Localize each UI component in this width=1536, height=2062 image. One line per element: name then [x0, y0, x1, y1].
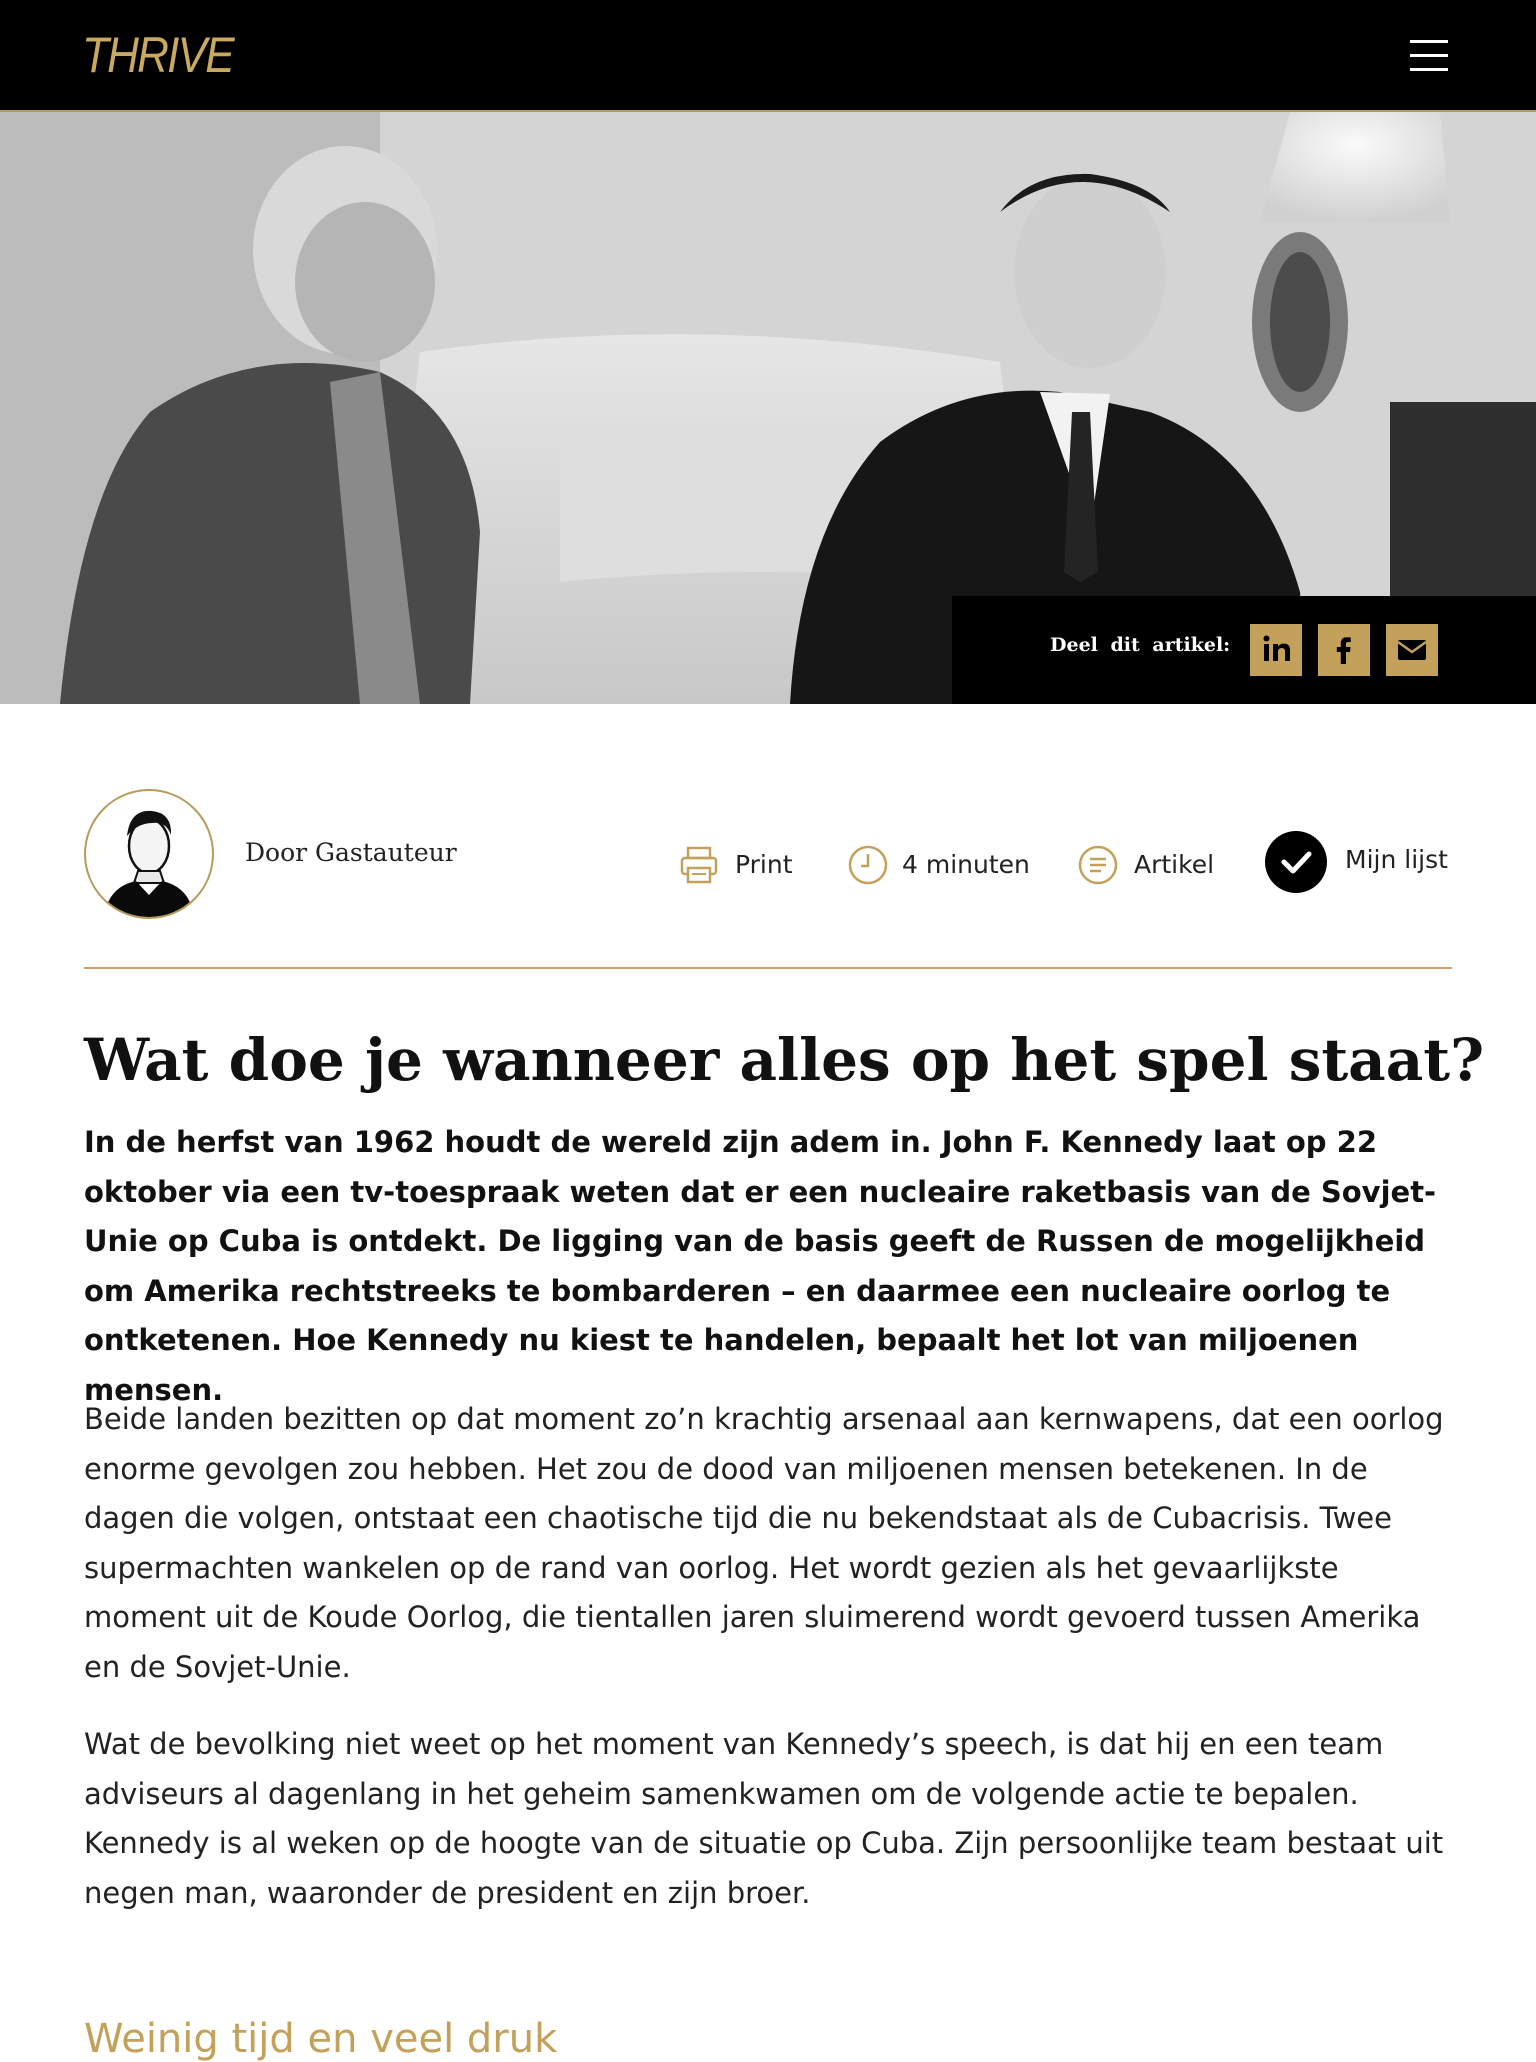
facebook-share-button[interactable]	[1318, 624, 1370, 676]
author-name[interactable]: Door Gastauteur	[245, 838, 457, 867]
checkmark-icon	[1264, 830, 1328, 894]
article-paragraph: Beide landen bezitten op dat moment zo’n krachtig arsenaal aan kernwapens, dat een oorlog enorme gevolgen zou hebben. Het zou de dood van miljoenen mensen betekenen. In de dagen die volgen, ontstaat een chaotische tijd die nu bekendstaat als de Cubacrisis. Twee supermachten wankelen op de rand van oorlog. Het wordt gezien als het gevaarlijkste moment uit de Koude Oorlog, die tientallen jaren sluimerend wordt gevoerd tussen Amerika en de Sovjet-Unie.	[84, 1402, 1444, 1684]
my-list-label: Mijn lijst	[1345, 845, 1448, 874]
print-label: Print	[735, 850, 793, 879]
article-lines-icon	[1077, 844, 1119, 886]
clock-icon	[847, 844, 889, 886]
section-subheading: Weinig tijd en veel druk	[84, 2016, 558, 2062]
article-intro: In de herfst van 1962 houdt de wereld zijn adem in. John F. Kennedy laat op 22 oktober via een tv-toespraak weten dat er een nucleaire raketbasis van de Sovjet-Unie op Cuba is ontdekt. De ligging van de basis geeft de Russen de mogelijkheid om Amerika rechtstreeks te bombarderen – en daarmee een nucleaire oorlog te ontketenen. Hoe Kennedy nu kiest te handelen, bepaalt het lot van miljoenen mensen.	[84, 1125, 1437, 1407]
read-time-label: 4 minuten	[902, 850, 1030, 879]
author-portrait-icon	[86, 791, 212, 917]
article-title: Wat doe je wanneer alles op het spel staat?	[84, 1026, 1485, 1094]
linkedin-share-button[interactable]	[1250, 624, 1302, 676]
email-share-button[interactable]	[1386, 624, 1438, 676]
facebook-icon	[1318, 624, 1370, 676]
thrive-logo[interactable]: THRIVE	[82, 27, 233, 83]
linkedin-icon	[1250, 624, 1302, 676]
hero-image	[0, 112, 1536, 704]
article-paragraph: Wat de bevolking niet weet op het moment van Kennedy’s speech, is dat hij en een team adviseurs al dagenlang in het geheim samenkwamen om de volgende actie te bepalen. Kennedy is al weken op de hoogte van de situatie op Cuba. Zijn persoonlijke team bestaat uit negen man, waaronder de president en zijn broer.	[84, 1727, 1444, 1910]
my-list-button[interactable]	[1264, 830, 1454, 896]
envelope-icon	[1386, 624, 1438, 676]
top-navigation-bar	[0, 0, 1536, 112]
print-button[interactable]	[678, 840, 798, 890]
printer-icon	[678, 844, 720, 886]
author-avatar	[84, 789, 214, 919]
meta-divider	[84, 967, 1452, 969]
read-time	[847, 840, 1037, 890]
article-type	[1077, 840, 1227, 890]
hamburger-menu-icon[interactable]	[1410, 40, 1448, 72]
article-type-label: Artikel	[1134, 850, 1215, 879]
share-panel	[952, 596, 1536, 704]
share-label: Deel dit artikel:	[1050, 634, 1231, 656]
